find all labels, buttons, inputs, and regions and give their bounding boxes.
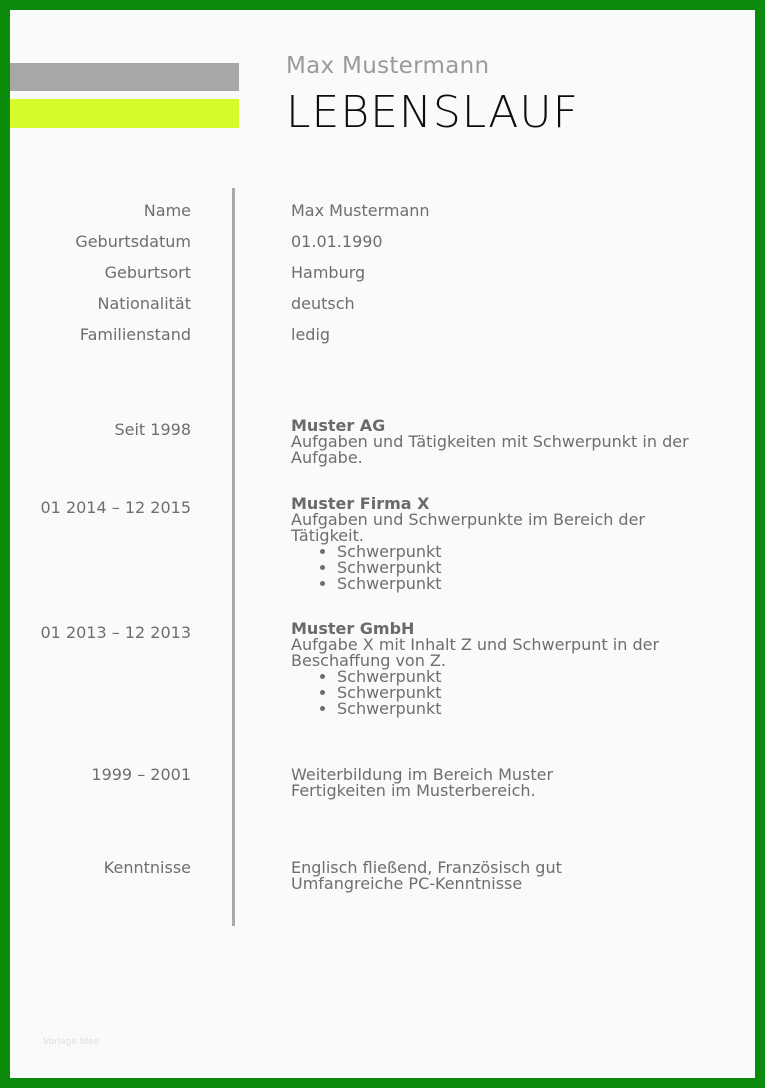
education-period: 1999 – 2001 [91, 765, 191, 784]
value-birthdate: 01.01.1990 [291, 232, 383, 251]
experience-description: Aufgaben und Schwerpunkte im Bereich der Tätigkeit. [291, 510, 645, 545]
company-name: Muster AG [291, 416, 386, 435]
experience-entry [291, 496, 711, 592]
experience-period: 01 2014 – 12 2015 [40, 498, 191, 517]
skills-line: Englisch fließend, Französisch gut [291, 858, 562, 877]
company-name: Muster GmbH [291, 619, 415, 638]
education-entry [291, 767, 711, 799]
label-birthplace: Geburtsort [104, 263, 191, 282]
experience-period: 01 2013 – 12 2013 [40, 623, 191, 642]
value-birthplace: Hamburg [291, 263, 366, 282]
education-line: Fertigkeiten im Musterbereich. [291, 781, 536, 800]
label-birthdate: Geburtsdatum [75, 232, 191, 251]
skills-label: Kenntnisse [103, 858, 191, 877]
label-nationality: Nationalität [97, 294, 191, 313]
experience-entry [291, 418, 711, 466]
gray-accent-bar [10, 63, 239, 91]
label-marital-status: Familienstand [79, 325, 191, 344]
value-marital-status: ledig [291, 325, 331, 344]
education-line: Weiterbildung im Bereich Muster [291, 765, 554, 784]
header-name: Max Mustermann [286, 53, 490, 79]
experience-description: Aufgaben und Tätigkeiten mit Schwerpunkt in der Aufgabe. [291, 432, 689, 467]
value-name: Max Mustermann [291, 201, 430, 220]
bullet-item: • Schwerpunkt [337, 560, 711, 576]
bullet-item: • Schwerpunkt [337, 544, 711, 560]
company-name: Muster Firma X [291, 494, 430, 513]
page-title: LEBENSLAUF [286, 87, 579, 138]
value-nationality: deutsch [291, 294, 355, 313]
bullet-item: • Schwerpunkt [337, 685, 711, 701]
bullet-list [291, 544, 711, 592]
bullet-list [291, 669, 711, 717]
experience-entry [291, 621, 711, 717]
bullet-item: • Schwerpunkt [337, 701, 711, 717]
experience-description: Aufgabe X mit Inhalt Z und Schwerpunt in der Beschaffung von Z. [291, 635, 660, 670]
lime-accent-bar [10, 99, 239, 128]
skills-entry [291, 860, 711, 892]
label-name: Name [143, 201, 191, 220]
skills-line: Umfangreiche PC-Kenntnisse [291, 874, 523, 893]
resume-page [10, 10, 755, 1078]
vertical-divider [232, 188, 235, 926]
bullet-item: • Schwerpunkt [337, 576, 711, 592]
experience-period: Seit 1998 [114, 420, 191, 439]
bullet-item: • Schwerpunkt [337, 669, 711, 685]
watermark: Vorlage.Idee [43, 1037, 100, 1047]
